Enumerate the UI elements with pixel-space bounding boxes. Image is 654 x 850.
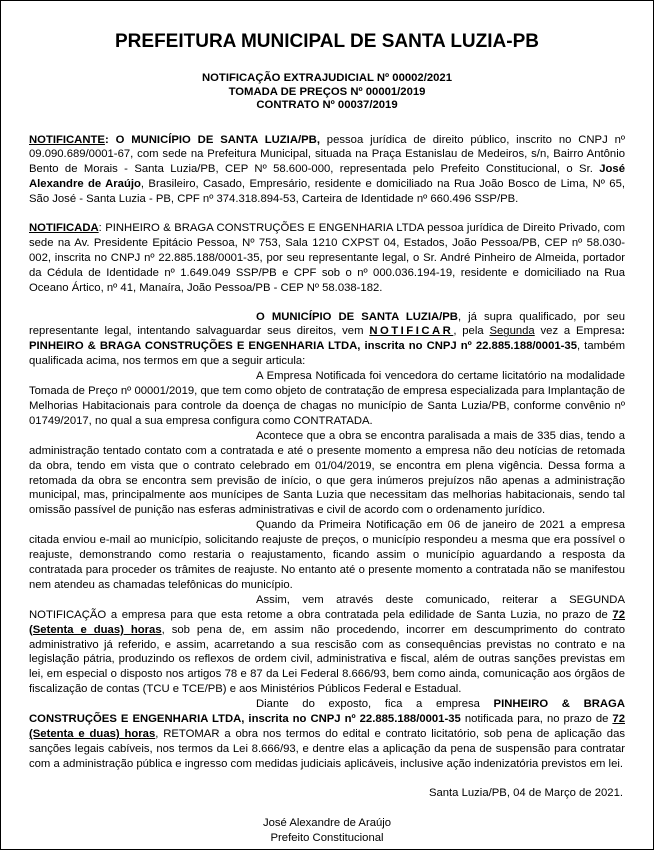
- intro-paragraph: [29, 310, 625, 370]
- intro-text-4: , também qualificada acima, nos termos em que a seguir articula:: [29, 340, 625, 368]
- notice-number: NOTIFICAÇÃO EXTRAJUDICIAL Nº 00002/2021: [201, 72, 452, 84]
- mayor-name: José Alexandre de Araújo: [29, 163, 625, 191]
- body-paragraph-2: Acontece que a obra se encontra paralisada a mais de 335 dias, tendo a administração tentado contato com a contratada e até o presente momento a empresa não deu notícias de retomada da obra, tendo em vista que o contrato celebrado em 01/04/2019, se encontra em plena vigência. Dessa forma a retomada da obra se encontra sem previsão de início, o que gera inúmeros prejuízos não apenas a administração municipal, mas, principalmente aos munícipes de Santa Luzia que necessitam das melhorias habitacionais, sendo tal omissão passível de punição nas esferas administrativas e civil de acordo com o ordenamento jurídico.: [29, 429, 625, 517]
- notificada-paragraph: [29, 221, 625, 296]
- notice-subheading: [29, 72, 625, 113]
- notificante-text-2: , Brasileiro, Casado, Empresário, residente e domiciliado na Rua João Bosco de Lima, Nº 65, São José - Santa Luzia - PB, CPF nº 374.318.894-53, Carteira de Identidade nº 660.496 SSP/PB.: [29, 178, 625, 206]
- deadline-1: 72 (Setenta e duas) horas: [29, 608, 625, 636]
- notify-verb: NOTIFICAR: [369, 325, 454, 338]
- notificante-paragraph: NOTIFICANTE: O MUNICÍPIO DE SANTA LUZIA/PB, pessoa jurídica de direito público, inscrito no CNPJ nº 09.090.689/0001-67, com sede na Prefeitura Municipal, situada na Praça Estanislau de Medeiros, s/n, Bairro Antônio Bento de Morais - Santa Luzia/PB, CEP Nº 58.600-000, representada pelo Prefeito Constitucional, o Sr. José Alexandre de Araújo, Brasileiro, Casado, Empresário, residente e domiciliado na Rua João Bosco de Lima, Nº 65, São José - Santa Luzia - PB, CPF nº 374.318.894-53, Carteira de Identidade nº 660.496 SSP/PB.: [29, 133, 625, 206]
- signer-role: Prefeito Constitucional: [270, 831, 384, 844]
- notificada-label: NOTIFICADA: [29, 222, 99, 235]
- intro-company: : PINHEIRO & BRAGA CONSTRUÇÕES E ENGENHARIA LTDA, inscrita no CNPJ nº 22.885.188/0001-35: [29, 325, 626, 353]
- company-bold: PINHEIRO & BRAGA CONSTRUÇÕES E ENGENHARIA LTDA, inscrita no CNPJ nº 22.885.188/0001-35: [29, 698, 625, 726]
- signer-name: José Alexandre de Araújo: [262, 816, 392, 829]
- intro-text-1: , já supra qualificado, por seu representante legal, intentando salvaguardar seus direitos, vem: [29, 310, 625, 338]
- body-paragraph-4: Assim, vem através deste comunicado, reiterar a SEGUNDA NOTIFICAÇÃO a empresa para que esta retome a obra contratada pela edilidade de Santa Luzia, no prazo de 72 (Setenta e duas) horas, sob pena de, em assim não procedendo, incorrer em descumprimento do contrato administrativo já referido, e assim, acarretando a sua rescisão com as consequências previstas no contrato e na legislação pátria, produzindo os reflexos de ordem civil, administrativa e fiscal, além de outras sanções previstas em lei, em especial o disposto nos artigos 78 e 87 da Lei Federal 8.666/93, bem como ainda, comunicação aos órgãos de fiscalização de contas (TCU e TCE/PB) e aos Ministérios Públicos Federal e Estadual.: [29, 593, 625, 696]
- notificante-label: NOTIFICANTE: [29, 133, 105, 146]
- notificante-text-1: pessoa jurídica de direito público, inscrito no CNPJ nº 09.090.689/0001-67, com sede na Prefeitura Municipal, situada na Praça Estanislau de Medeiros, s/n, Bairro Antônio Bento de Morais - Santa Luzia/PB, CEP Nº 58.600-000, representada pelo Prefeito Constitucional, o Sr.: [29, 133, 625, 176]
- notificada-text: : PINHEIRO & BRAGA CONSTRUÇÕES E ENGENHARIA LTDA pessoa jurídica de Direito Privado, com sede na Av. Presidente Epitácio Pessoa, Nº 753, Sala 1210 CXPST 04, Estados, João Pessoa/PB, CEP nº 58.030-002, inscrita no CNPJ nº 22.885.188/0001-35, por seu representante legal, o Sr. André Pinheiro de Almeida, portador da Cédula de Identidade nº 1.649.049 SSP/PB e CPF sob o nº 000.036.194-19, residente e domiciliado na Rua Oceano Ártico, nº 41, Manaíra, João Pessoa/PB - CEP Nº 58.038-182.: [29, 222, 625, 294]
- tender-number: TOMADA DE PREÇOS Nº 00001/2019: [228, 85, 426, 98]
- deadline-2: 72 (Setenta e duas) horas: [29, 713, 625, 740]
- document-date: Santa Luzia/PB, 04 de Março de 2021.: [428, 786, 623, 799]
- body-paragraph-3: Quando da Primeira Notificação em 06 de janeiro de 2021 a empresa citada enviou e-mail ao município, solicitando reajuste de preços, o município respondeu a mesma que era possível o reajuste, demonstrando como restaria o reajustamento, ficando assim o município aguardando a resposta da contratada para proceder os trâmites de reajuste. No entanto até o presente momento a contratada não se manifestou nem atendeu as chamadas telefônicas do município.: [29, 519, 625, 591]
- intro-text-3: vez a Empresa: [534, 325, 622, 338]
- contract-number: CONTRATO Nº 00037/2019: [256, 99, 398, 111]
- signature-block: [29, 816, 625, 846]
- notice-ordinal: Segunda: [489, 325, 535, 338]
- body-paragraph-5: Diante do exposto, fica a empresa PINHEIRO & BRAGA CONSTRUÇÕES E ENGENHARIA LTDA, inscrita no CNPJ nº 22.885.188/0001-35 notificada para, no prazo de 72 (Setenta e duas) horas, RETOMAR a obra nos termos do edital e contrato licitatório, sob pena de aplicação das sanções legais cabíveis, nos termos da Lei 8.666/93, e dentre elas a aplicação da pena de suspensão para contratar com a administração pública e ingresso com medidas judiciais aplicáveis, inclusive ação indenizatória previstos em lei.: [29, 698, 626, 770]
- intro-subject: O MUNICÍPIO DE SANTA LUZIA/PB: [256, 310, 458, 323]
- notificante-name: O MUNICÍPIO DE SANTA LUZIA/PB,: [115, 133, 320, 146]
- page-title: PREFEITURA MUNICIPAL DE SANTA LUZIA-PB: [115, 31, 539, 52]
- intro-text-2: , pela: [453, 325, 490, 338]
- body-paragraph-1: A Empresa Notificada foi vencedora do certame licitatório na modalidade Tomada de Preço nº 00001/2019, que tem como objeto de contratação de empresa especializada para Implantação de Melhorias Habitacionais para controle da doença de chagas no município de Santa Luzia/PB, conforme convênio nº 01749/2017, no qual a sua empresa configura como CONTRATADA.: [29, 370, 625, 427]
